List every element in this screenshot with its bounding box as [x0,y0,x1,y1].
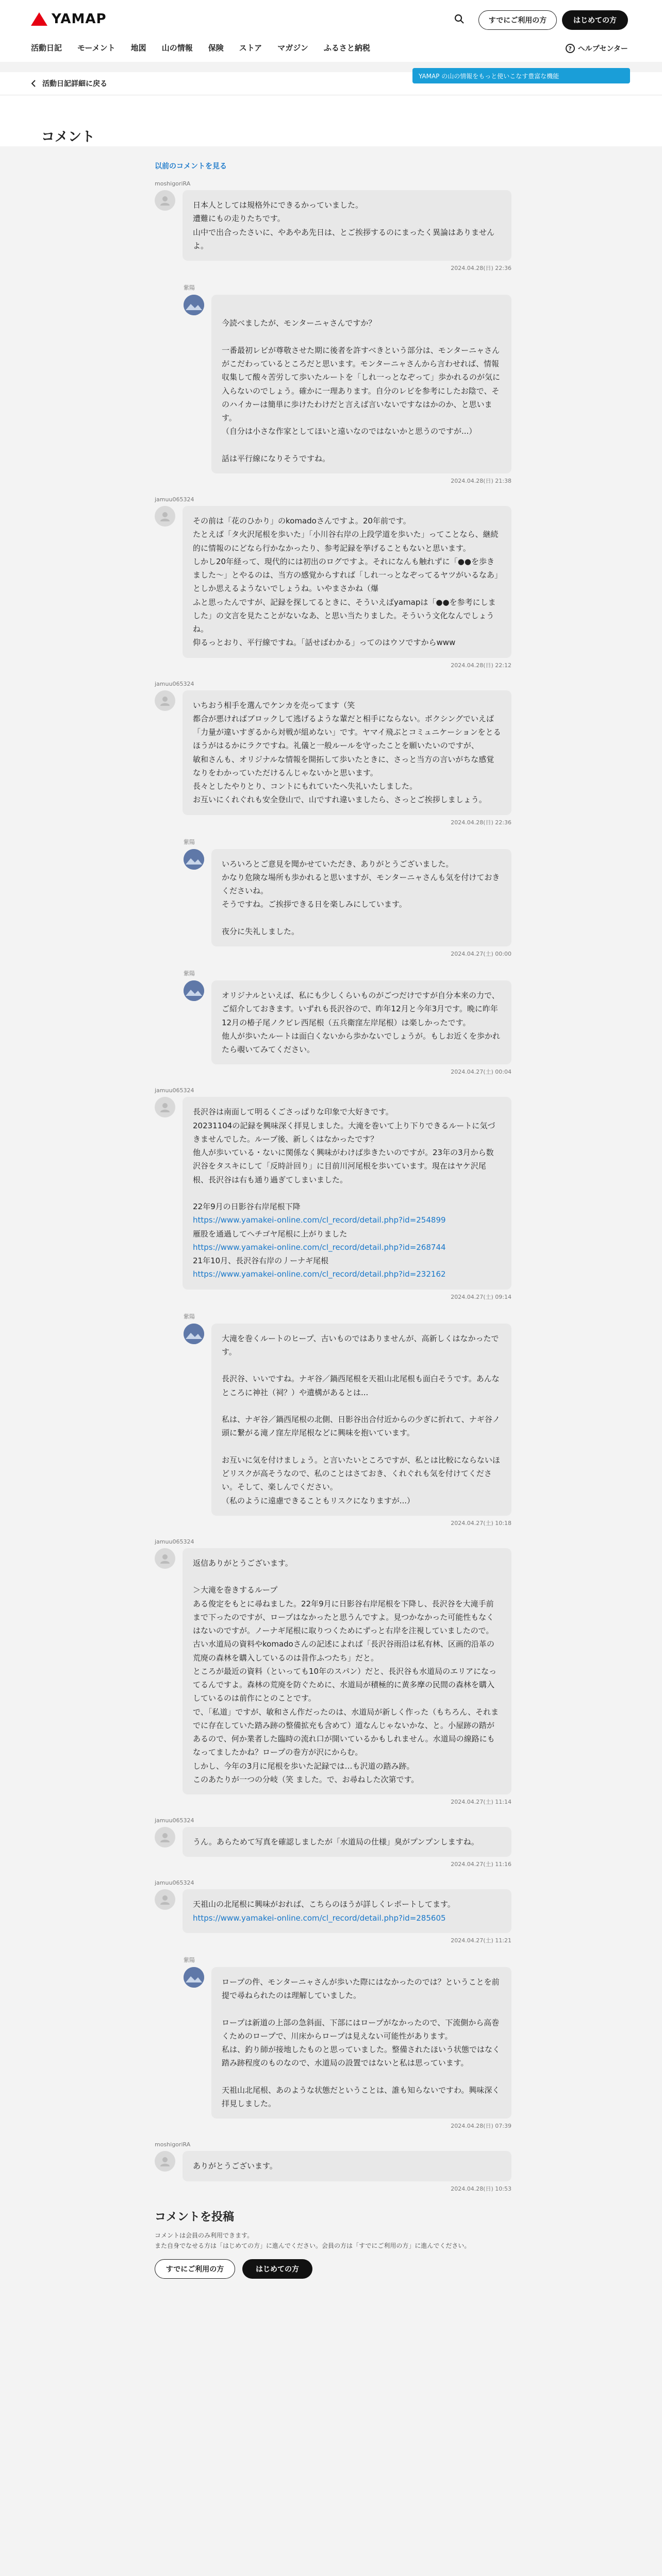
page-title: コメント [41,129,95,145]
comment-user[interactable]: jamuu065324 [155,1087,194,1094]
avatar[interactable] [184,980,204,1001]
comment-date: 2024.04.28(日) 21:38 [451,478,511,484]
title-area [0,95,662,146]
comment-list [155,180,511,2193]
site-header [0,0,662,62]
record-link[interactable]: https://www.yamakei-online.com/cl_record/detail.php?id=285605 [193,1913,446,1923]
comment-body: ありがとうございます。 [183,2151,511,2181]
nav-item-furusato[interactable]: ふるさと納税 [323,43,370,53]
reply-comment [184,969,511,1076]
avatar[interactable] [155,1548,175,1569]
comment-user[interactable]: jamuu065324 [155,1538,194,1545]
default-avatar-icon [159,695,171,706]
avatar[interactable] [155,1097,175,1117]
comment [155,1538,511,1806]
comment-date: 2024.04.28(日) 07:39 [451,2123,511,2130]
comment [155,1087,511,1300]
default-avatar-icon [159,1553,171,1564]
back-to-diary-link[interactable] [31,78,107,89]
mountain-logo-icon [31,12,47,26]
comment-user[interactable]: 紫陽 [184,970,195,977]
post-comment-section [155,2208,511,2279]
avatar[interactable] [184,849,204,870]
comment-date: 2024.04.28(日) 22:12 [451,662,511,669]
signup-button[interactable]: はじめての方 [562,10,628,30]
avatar[interactable] [184,1967,204,1988]
search-icon [454,14,465,24]
comment-user[interactable]: 紫陽 [184,838,195,845]
comment-user[interactable]: 紫陽 [184,1956,195,1963]
comment-row [155,506,511,658]
site-logo[interactable] [31,11,107,27]
user-photo-icon [184,295,204,315]
post-signup-button[interactable]: はじめての方 [242,2259,312,2279]
logo-text: YAMAP [52,11,107,27]
comment-row [184,295,511,473]
nav-item-moment[interactable]: モーメント [77,43,115,53]
post-comment-note-2: また自身でなせる方は「はじめての方」に進んでください。会員の方は「すでにご利用の方」に進んでください。 [155,2242,471,2249]
nav-item-mountain-info[interactable]: 山の情報 [161,43,193,53]
comment-body: 大滝を巻くルートのヒープ、古いものではありませんが、高新しくはなかったです。 長沢谷、いいですね。ナギ谷／鍋西尾根を天祖山北尾根も面白そうです。あんなところに神社（祠？）や遺構があるとは... 私は、ナギ谷／鍋西尾根の北側、日影谷出合付近からの少ぎに折れて、ナギ谷ノ頭に繋がる滝ノ窪左岸尾根などに興味を抱いています。 お互いに気を付けましょう。と言いたいところですが、私とは比較にならないほどリスクが高そうなので、私のことはさておき、くれぐれも気を付けてください。そして、楽しんでください。 （私のように遠慮できることもリスクになりますが...） [211,1324,511,1516]
record-link[interactable]: https://www.yamakei-online.com/cl_record/detail.php?id=268744 [193,1242,446,1252]
comment [155,681,511,826]
comment-user[interactable]: jamuu065324 [155,1817,194,1824]
comment-body: 今読べましたが、モンターニャさんですか？ 一番最初レビが尊敬させた期に後者を許すべきという部分は、モンターニャさんがこだわっているところだと思います。モンターニャさんから言わせれば、情報収集して酸々苦労して歩いたルートを「しれ一っとなぞって」歩かれるのが気に入らないのでしょう。確かに一理あります。自分のレビを参考にしたお陰で、そのハイカーは簡単に歩けたわけだと言えば言いないですなはかのか、と思います。 （自分は小さな作家としてほいと遠いなのではないかと思うのですが...） 話は平行線になりそうですね。 [211,295,511,473]
comments-section [155,155,511,2279]
main-nav [31,42,370,53]
user-photo-icon [184,1324,204,1344]
avatar[interactable] [155,190,175,211]
comment-user[interactable]: 紫陽 [184,1313,195,1320]
comment-date: 2024.04.27(土) 10:18 [451,1519,511,1527]
comment-body: うん。あらためて写真を確認しましたが「水道局の仕様」臭がプンプンしますね。 [183,1827,511,1857]
record-link[interactable]: https://www.yamakei-online.com/cl_record/detail.php?id=254899 [193,1215,446,1225]
comment-row [155,690,511,815]
post-comment-note: コメントは会員のみ利用できます。 [155,2231,254,2239]
comment [155,1879,511,1944]
comment-row [184,1967,511,2119]
comment-row [155,1097,511,1289]
comment-row [155,1889,511,1933]
avatar[interactable] [155,506,175,527]
reply-comment [184,1956,511,2130]
default-avatar-icon [159,195,171,206]
avatar[interactable] [155,1889,175,1910]
comment-date: 2024.04.28(日) 22:36 [451,819,511,826]
comment-row [184,980,511,1064]
avatar[interactable] [155,690,175,711]
comment [155,496,511,669]
comment-body: 返信ありがとうございます。 ＞大滝を巻きするループ ある俊定をもとに尋ねました。22年9月に日影谷右岸尾根を下降し、長沢谷を大滝手前まで下ったのですが、ロープはなかったと思うんですよ。見つかなかった可能性もなくはないのですが。ノーナギ尾根に取りつくためにずっと右岸を注視していましたので。 古い水道局の資料やkomadoさんの記述によれば「長沢谷雨沿は私有林、区画的沿革の荒廃の森林を購入しているのは昔作ふつたち」だと。 ところが最近の資料（といっても10年のスパン）だと、長沢谷も水道局のエリアになってるんですよ。森林の荒廃を防ぐために、水道局が積極的に黄多摩の民間の森林を購入しているのは前作にとのことです。 で、「私道」ですが、敏和さん作だったのは、水道局が新しく作った（もちろん、それまでに存在していた踏み跡の整備拡充も含めて）道なんじゃないかな、と。小屋跡の踏があるので、何か業者した臨時の流れ口が開いているかもしれません。水道局の線路にもなってましたかね？ロープの巻方が沢にからむ。 しかし、今年の3月に尾根を歩いた記録では…も沢道の踏み跡。 このあたりが一つの分岐（笑 ました。で、お尋ねした次第です。 [183,1548,511,1794]
comment-user[interactable]: moshigoriRA [155,180,191,187]
comment-row [155,2151,511,2181]
comment-user[interactable]: jamuu065324 [155,680,194,687]
comment-body: ロープの件、モンターニャさんが歩いた際にはなかったのでは？ということを前提で尋ねられたのは理解していました。 ロープは新道の上部の急斜面、下部にはロープがなかったので、下流側から高巻くためのロープで、川床からロープは見えない可能性があります。 私は、釣り師が接地したものと思っていました。整備されたほいう状態ではなく踏み跡程度のものなので、水道局の設置ではないと私は思っています。 天祖山北尾根、あのような状態だということは、誰も知らないですわ。興味深く拝見しました。 [211,1967,511,2119]
reply-comment [184,838,511,958]
comment-user[interactable]: jamuu065324 [155,1879,194,1887]
comment-date: 2024.04.28(日) 22:36 [451,265,511,272]
user-photo-icon [184,849,204,870]
nav-item-store[interactable]: ストア [239,43,262,53]
comment-row [184,1324,511,1516]
comment-row [155,1548,511,1794]
default-avatar-icon [159,1894,171,1905]
comment-body: オリジナルといえば、私にも少しくらいものがごつだけですが自分本来の力で、ご紹介しておきます。いずれも長沢谷ので、昨年12月と今年3月です。晩に昨年12月の椿子尾ノクビレ西尾根（五兵衛窪左岸尾根）は楽しかったです。 他人が歩いたルートは面白くないから歩かないでしょうが。もしお近くを歩かれたら覗いてみてください。 [211,980,511,1064]
reply-comment [184,1312,511,1527]
user-photo-icon [184,1967,204,1988]
default-avatar-icon [159,1832,171,1843]
older-comments-link[interactable]: 以前のコメントを見る [155,162,227,171]
nav-item-diary[interactable]: 活動日記 [31,43,62,53]
comment-date: 2024.04.27(土) 11:14 [451,1799,511,1805]
default-avatar-icon [159,511,171,522]
search-button[interactable] [451,10,468,28]
comment-row [155,1827,511,1857]
post-comment-title: コメントを投稿 [155,2210,235,2224]
record-link[interactable]: https://www.yamakei-online.com/cl_record/detail.php?id=232162 [193,1269,446,1279]
comment-row [155,190,511,261]
comment [155,180,511,272]
comment [155,1817,511,1868]
back-link-label: 活動日記詳細に戻る [42,80,107,88]
avatar[interactable] [184,1324,204,1344]
reply-comment [184,283,511,485]
comment-user[interactable]: jamuu065324 [155,496,194,503]
comment-date: 2024.04.28(日) 10:53 [451,2185,511,2192]
help-label: ヘルプセンター [577,45,628,53]
comment-body: 日本人としては規格外にできるかっていました。 遭難にもの走りたちです。 山中で出合ったさいに、やあやあ先日は、とご挨拶するのにまったく異論はありませんよ。 [183,190,511,261]
comment-body: いちおう相手を選んでケンカを売ってます（笑 都合が悪ければブロックして逃げるような輩だと相手にならない。ボクシングでいえば「力量が違いすぎるから対戦が組めない」です。ヤマイ飛ぶとコミュニケーションをとるほうがはるかにラクですね。礼儀と一般ルールを守ったことを願いたいのですが、 敏和さんも、オリジナルな情報を開拓して歩いたときに、さっと当方の言いがちな感覚なりをわかっていただけるんじゃないかと思います。 長々としたやりとり、コントにもれていたへ失礼いたしました。 お互いにくれぐれも安全登山で、山ですれ違いましたら、さっとご挨拶しましょう。 [183,690,511,815]
comment-date: 2024.04.27(土) 11:21 [451,1937,511,1944]
help-icon: ? [566,44,575,53]
default-avatar-icon [159,2156,171,2167]
avatar[interactable] [155,2151,175,2172]
login-button[interactable]: すでにご利用の方 [478,10,557,30]
comment-date: 2024.04.27(土) 00:04 [451,1069,511,1076]
comment-body: その前は「花のひかり」のkomadoさんですよ。20年前です。 たとえば「タ火沢尾根を歩いた」「小川谷右岸の上段学道を歩いた」ってことなら、継続的に情報のにどなら行かなかったり、参考記録を挙げることもないと思います。 しかし20年経って、現代的には初出のログですよ。それになんも触れずに「●●を歩きました～」とやるのは、当方の感覚からすれば「しれ一っとなぞってるヤツがいるなあ」としか思えるようないでしょうね。いやまさかね（爆 ふと思ったんですが、記録を探してるときに、そういえばyamapは「●●を参考にしました」の文言を見たことがないなあ、と思い当たりました。そういう文化なんでしょうね。 仰るっとおり、平行線ですね。「話せばわかる」ってのはウソですからwww [183,506,511,658]
comment-body: 天祖山の北尾根に興味がおれば、こちらのほうが詳しくレポートしてます。 https://www.yamakei-online.com/cl_record/detail.php?id=285605 [183,1889,511,1933]
user-photo-icon [184,980,204,1001]
avatar[interactable] [184,295,204,315]
nav-item-insurance[interactable]: 保険 [208,43,224,53]
post-login-button[interactable]: すでにご利用の方 [155,2259,235,2279]
chevron-left-icon [31,80,36,87]
post-comment-buttons [155,2259,511,2279]
comment-user[interactable]: 紫陽 [184,284,195,291]
help-center-link[interactable] [566,43,628,54]
comment-date: 2024.04.27(土) 09:14 [451,1293,511,1300]
comment-body: いろいろとご意見を聞かせていただき、ありがとうございました。 かなり危険な場所も歩かれると思いますが、モンターニャさんも気を付けておきくださいね。 そうですね。ご挨拶できる日を楽しみにしています。 夜分に失礼しました。 [211,849,511,947]
comment-user[interactable]: moshigoriRA [155,2141,191,2148]
nav-item-map[interactable]: 地図 [130,43,146,53]
comment-body: 長沢谷は南面して明るくごさっぱりな印象で大好きです。 20231104の記録を興味深く拝見しました。大滝を巻いて上り下りできるルートに気づきませんでした。ループ後、新しくはなかったです？ 他人が歩いている・ないに関係なく興味がわけば歩きたいのですが。23年の3月から数沢谷をタスキにして「反時計回り」に目前川河尾根を歩いています。現在はヤケ沢尾根、長沢谷は右も通り過ぎてしまいました。 22年9月の日影谷右岸尾根下降 https://www.yamakei-online.com/cl_record/detail.php?id=254899 雁股を通過してヘチゴヤ尾根に上がりました https://www.yamakei-online.com/cl_record/detail.php?id=268744 21年10月、長沢谷右岸の丿ーナギ尾根 https://www.yamakei-online.com/cl_record/detail.php?id=232162 [183,1097,511,1289]
comment [155,2141,511,2192]
comment-row [184,849,511,947]
header-top-row [0,0,662,37]
comment-date: 2024.04.27(土) 00:00 [451,951,511,957]
comment-date: 2024.04.27(土) 11:16 [451,1861,511,1868]
avatar[interactable] [155,1827,175,1848]
default-avatar-icon [159,1101,171,1113]
nav-item-magazine[interactable]: マガジン [277,43,308,53]
promo-banner[interactable]: YAMAP の山の情報をもっと使いこなす豊富な機能 [412,68,630,83]
